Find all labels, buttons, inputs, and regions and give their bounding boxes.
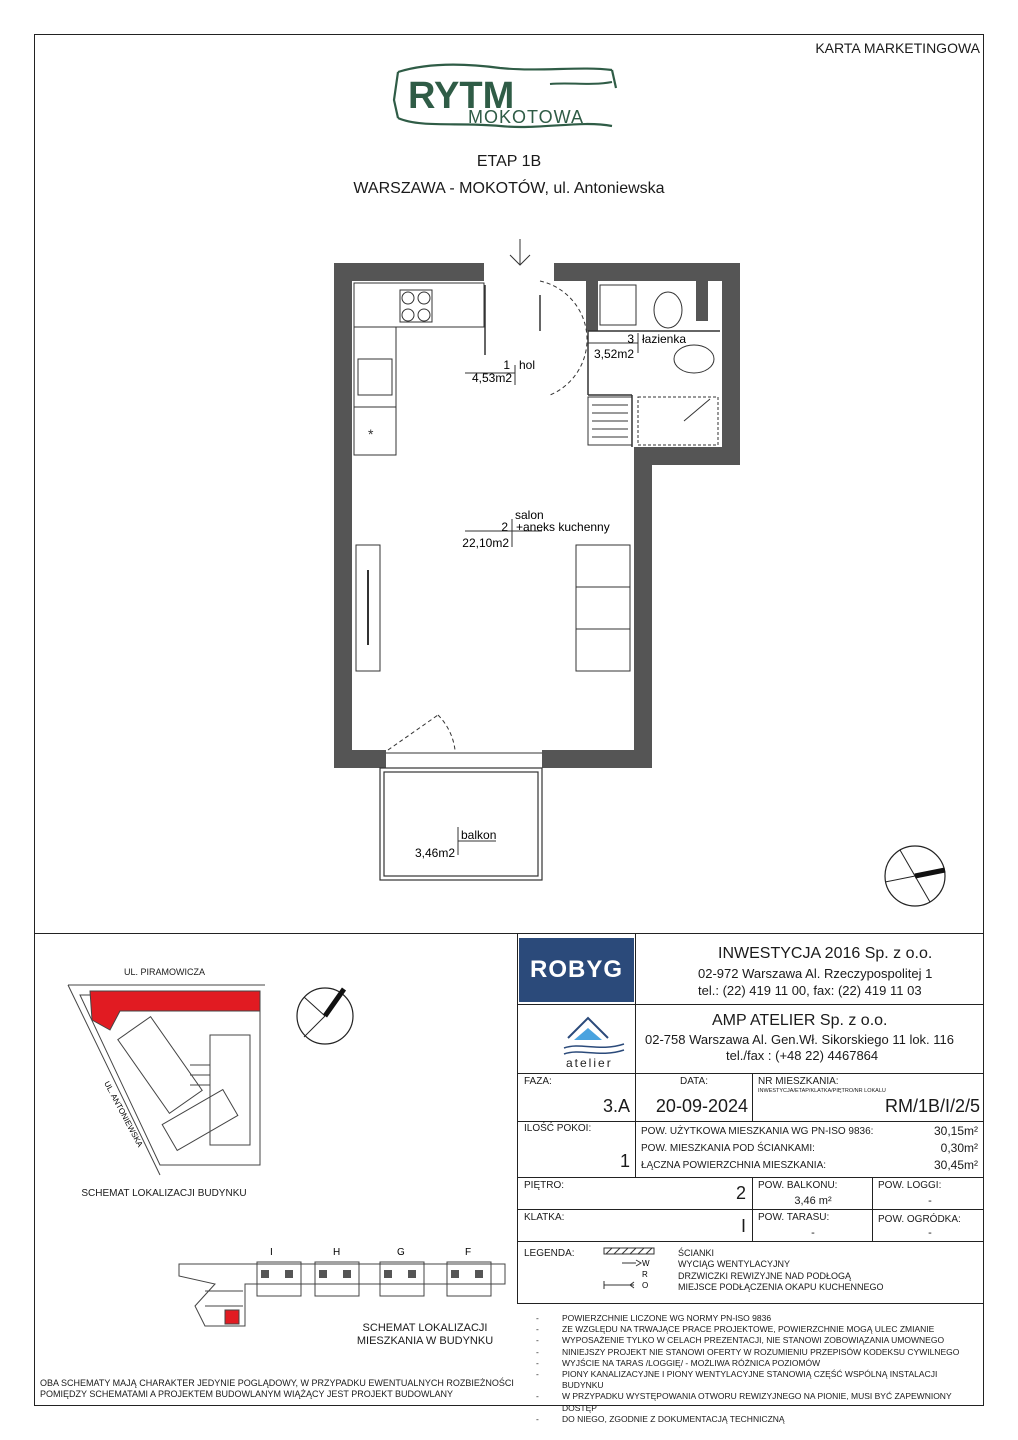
room-balcony-name: balkon — [461, 828, 497, 842]
building-scheme-caption-2: MIESZKANIA W BUDYNKU — [356, 1335, 494, 1347]
notes-list — [536, 1313, 976, 1425]
entrance-arrow-icon — [510, 239, 530, 265]
room-hol-area: 4,53m2 — [471, 371, 512, 385]
legend-item: MIEJSCE PODŁĄCZENIA OKAPU KUCHENNEGO — [678, 1282, 884, 1292]
area-slopes-label: POW. MIESZKANIA POD ŚCIANKAMI: — [641, 1143, 815, 1154]
rooms-label: ILOŚĆ POKOI: — [524, 1123, 592, 1134]
apartment-highlight — [225, 1310, 239, 1324]
note-item: - PIONY KANALIZACYJNE I PIONY WENTYLACYJNE STANOWIĄ CZĘŚĆ WSPÓLNĄ INSTALACJI BUDYNKU — [536, 1369, 976, 1391]
terrace-value: - — [811, 1227, 815, 1239]
floor-value: 2 — [735, 1183, 746, 1203]
atelier-logo-text: atelier — [566, 1056, 613, 1070]
legend-item: DRZWICZKI REWIZYJNE NAD PODŁOGĄ — [678, 1271, 852, 1281]
faza-value: 3.A — [602, 1096, 630, 1116]
logo-main-text: RYTM — [408, 75, 515, 117]
nr-value: RM/1B/I/2/5 — [884, 1096, 980, 1116]
note-item: - NINIEJSZY PROJEKT NIE STANOWI OFERTY W ROZUMIENIU PRZEPISÓW KODEKSU CYWILNEGO — [536, 1347, 976, 1358]
nr-label: NR MIESZKANIA: — [758, 1076, 839, 1087]
stair-label: H — [333, 1247, 341, 1258]
street-side-label: UL. ANTONIEWSKA — [102, 1079, 145, 1149]
investor-name: INWESTYCJA 2016 Sp. z o.o. — [718, 945, 933, 962]
svg-text:*: * — [368, 426, 374, 442]
stair-label: G — [397, 1247, 405, 1258]
area-total-label: ŁĄCZNA POWIERZCHNIA MIESZKANIA: — [641, 1160, 827, 1171]
room-salon-area: 22,10m2 — [462, 536, 509, 550]
architect-phones: tel./fax : (+48 22) 4467864 — [726, 1048, 879, 1063]
room-hol-number: 1 — [503, 358, 510, 372]
note-item: - POWIERZCHNIE LICZONE WG NORMY PN-ISO 9836 — [536, 1313, 976, 1324]
disclaimer-line-1: OBA SCHEMATY MAJĄ CHARAKTER JEDYNIE POGLĄDOWY, W PRZYPADKU EWENTUALNYCH ROZBIEŻNOŚCI — [40, 1378, 514, 1388]
legend-title: LEGENDA: — [524, 1248, 575, 1259]
room-salon-name2: +aneks kuchenny — [516, 520, 610, 534]
garden-value: - — [928, 1227, 932, 1239]
area-slopes-value: 0,30m² — [940, 1141, 978, 1155]
rooms-value: 1 — [619, 1151, 630, 1171]
card-title: KARTA MARKETINGOWA — [815, 40, 980, 56]
legend-item: ŚCIANKI — [678, 1248, 715, 1258]
rytm-logo — [390, 60, 620, 135]
room-hol-name: hol — [519, 358, 536, 372]
room-balcony-area: 3,46m2 — [414, 846, 455, 860]
investor-address: 02-972 Warszawa Al. Rzeczypospolitej 1 — [698, 966, 933, 981]
data-label: DATA: — [680, 1076, 708, 1087]
location-scheme-map — [60, 975, 270, 1185]
stage-label: ETAP 1B — [476, 153, 542, 170]
building-scheme-caption-1: SCHEMAT LOKALIZACJI — [362, 1322, 488, 1334]
balcony-label: POW. BALKONU: — [758, 1180, 838, 1191]
floor-label: PIĘTRO: — [524, 1180, 565, 1191]
legend-item: WYCIĄG WENTYLACYJNY — [678, 1259, 791, 1269]
investor-phones: tel.: (22) 419 11 00, fax: (22) 419 11 03 — [698, 983, 922, 998]
legend-symbol-w: W — [642, 1259, 650, 1268]
room-bath-area: 3,52m2 — [593, 347, 634, 361]
note-item: - ZE WZGLĘDU NA TRWAJĄCE PRACE PROJEKTOWE, POWIERZCHNIE MOGĄ ULEC ZMIANIE — [536, 1324, 976, 1335]
area-usable-label: POW. UŻYTKOWA MIESZKANIA WG PN-ISO 9836: — [641, 1126, 874, 1137]
stair-value: I — [740, 1216, 746, 1236]
stair-label: I — [270, 1247, 273, 1258]
room-salon-number: 2 — [501, 520, 508, 534]
nr-sublabel: INWESTYCJA/ETAP/KLATKA/PIĘTRO/NR LOKALU — [758, 1088, 886, 1094]
stair-label: F — [465, 1247, 472, 1258]
legend-symbol-o: O — [642, 1281, 649, 1290]
architect-name: AMP ATELIER Sp. z o.o. — [712, 1012, 888, 1029]
note-item: - W PRZYPADKU WYSTĘPOWANIA OTWORU REWIZYJNEGO NA PIONIE, MUSI BYĆ ZAPEWNIONY DOSTĘP — [536, 1391, 976, 1413]
compass-icon — [882, 842, 952, 912]
frame-divider — [34, 933, 984, 934]
note-item: - WYPOSAŻENIE TYLKO W CELACH PREZENTACJI, NIE STANOWI ZOBOWIĄZANIA UMOWNEGO — [536, 1335, 976, 1346]
location-scheme-caption: SCHEMAT LOKALIZACJI BUDYNKU — [81, 1188, 247, 1199]
area-usable-value: 30,15m² — [933, 1124, 978, 1138]
location-label: WARSZAWA - MOKOTÓW, ul. Antoniewska — [353, 180, 665, 197]
terrace-label: POW. TARASU: — [758, 1212, 830, 1223]
logo-sub-text: MOKOTOWA — [468, 107, 584, 127]
loggia-label: POW. LOGGI: — [878, 1180, 942, 1191]
stair-label: KLATKA: — [524, 1212, 565, 1223]
note-item: - WYJŚCIE NA TARAS /LOGGIĘ/ - MOŻLIWA RÓŻNICA POZIOMÓW — [536, 1358, 976, 1369]
garden-label: POW. OGRÓDKA: — [878, 1214, 961, 1225]
floor-plan — [320, 235, 760, 895]
data-value: 20-09-2024 — [655, 1096, 748, 1116]
area-total-value: 30,45m² — [933, 1158, 978, 1172]
compass-small-icon — [294, 985, 358, 1049]
street-top-label: UL. PIRAMOWICZA — [124, 967, 206, 977]
room-salon-name: salon — [515, 508, 544, 522]
legend-symbols — [598, 1246, 668, 1294]
balcony-value: 3,46 m² — [794, 1195, 832, 1207]
legend-symbol-r: R — [642, 1270, 648, 1279]
faza-label: FAZA: — [524, 1076, 552, 1087]
architect-address: 02-758 Warszawa Al. Gen.Wł. Sikorskiego 11 lok. 116 — [645, 1032, 955, 1047]
room-bath-name: łazienka — [642, 332, 687, 346]
atelier-logo — [560, 1008, 630, 1070]
loggia-value: - — [928, 1195, 932, 1207]
note-item: - DO NIEGO, ZGODNIE Z DOKUMENTACJĄ TECHNICZNĄ — [536, 1414, 976, 1425]
disclaimer-line-2: POMIĘDZY SCHEMATAMI A PROJEKTEM BUDOWLANYM WIĄŻĄCY JEST PROJEKT BUDOWLANY — [40, 1389, 454, 1399]
robyg-logo: ROBYG — [519, 938, 634, 1002]
room-bath-number: 3 — [627, 332, 634, 346]
